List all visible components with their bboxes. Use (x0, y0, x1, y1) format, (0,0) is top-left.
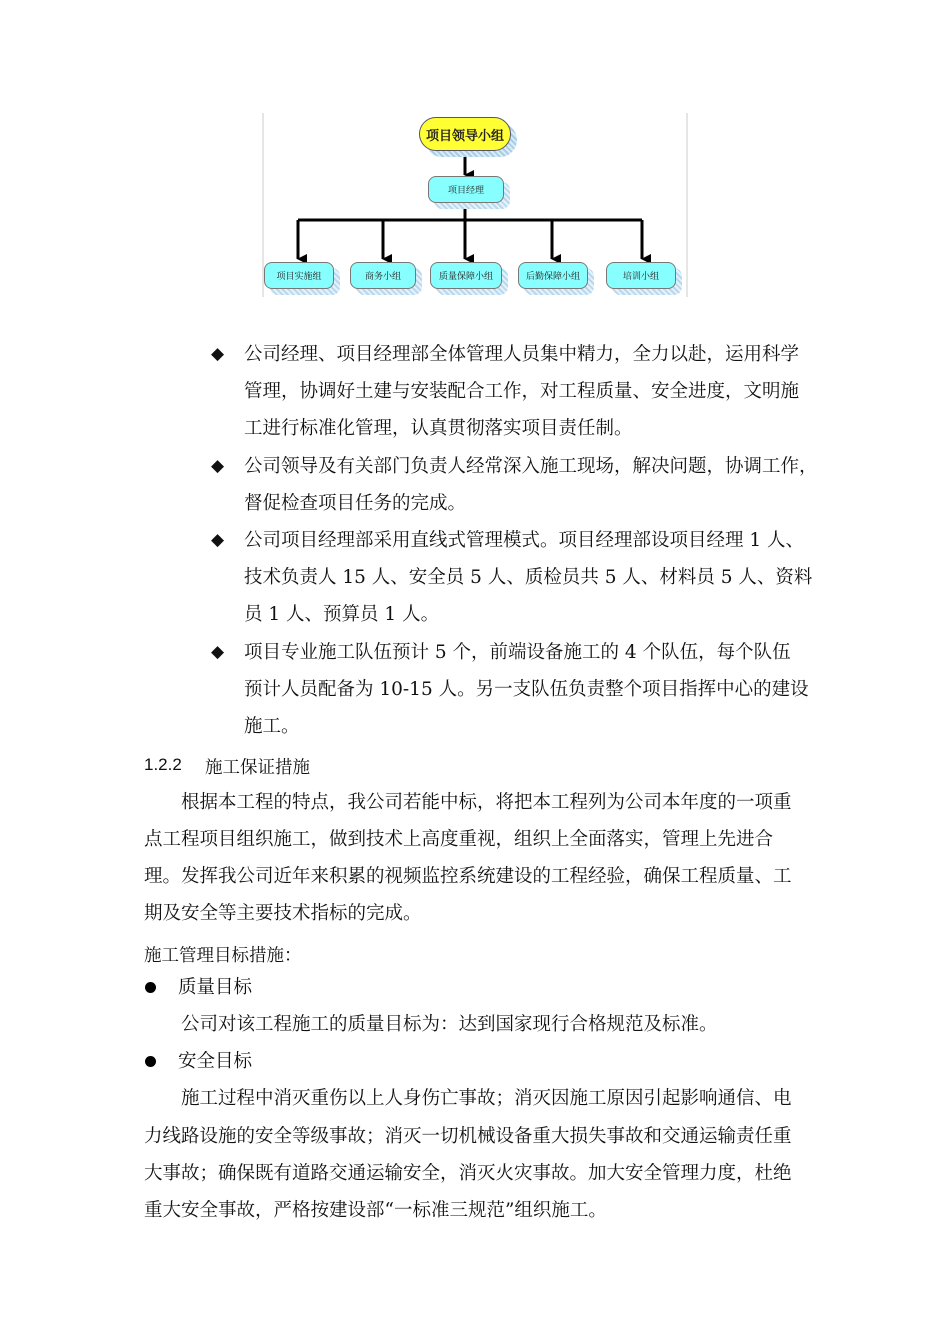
diamond-bullet-icon: ◆ (211, 456, 225, 476)
intro-line-3: 理。发挥我公司近年来积累的视频监控系统建设的工程经验，确保工程质量、工 (144, 866, 792, 887)
targets-heading: 施工管理目标措施： (144, 946, 302, 966)
bullet-2-line-1: 公司领导及有关部门负责人经常深入施工现场，解决问题，协调工作， (244, 456, 818, 477)
quality-label: 质量目标 (178, 977, 253, 998)
safety-label: 安全目标 (178, 1051, 253, 1072)
org-node-logistics-team: 后勤保障小组 (518, 262, 588, 289)
intro-line-4: 期及安全等主要技术指标的完成。 (144, 903, 422, 924)
intro-line-2: 点工程项目组织施工，做到技术上高度重视，组织上全面落实，管理上先进合 (144, 829, 774, 850)
section-number: 1.2.2 (144, 755, 182, 774)
org-node-leadership-group: 项目领导小组 (419, 117, 511, 151)
bullet-4-line-2: 预计人员配备为 10-15 人。另一支队伍负责整个项目指挥中心的建设 (244, 679, 809, 700)
bullet-4-line-3: 施工。 (244, 716, 300, 737)
bullet-dot-icon (145, 982, 156, 993)
org-node-training-team: 培训小组 (606, 262, 676, 289)
bullet-3-line-3: 员 1 人、预算员 1 人。 (244, 604, 440, 625)
bullet-3-line-1: 公司项目经理部采用直线式管理模式。项目经理部设项目经理 1 人、 (244, 530, 805, 551)
diamond-bullet-icon: ◆ (211, 530, 225, 550)
quality-text: 公司对该工程施工的质量目标为：达到国家现行合格规范及标准。 (181, 1014, 718, 1035)
bullet-4-line-1: 项目专业施工队伍预计 5 个，前端设备施工的 4 个队伍，每个队伍 (244, 642, 791, 663)
intro-line-1: 根据本工程的特点，我公司若能中标，将把本工程列为公司本年度的一项重 (181, 792, 792, 813)
bullet-2-line-2: 督促检查项目任务的完成。 (244, 493, 467, 514)
bullet-1-line-3: 工进行标准化管理，认真贯彻落实项目责任制。 (244, 418, 633, 439)
org-node-implementation-team: 项目实施组 (264, 262, 334, 289)
safety-line-2: 力线路设施的安全等级事故；消灭一切机械设备重大损失事故和交通运输责任重 (144, 1126, 792, 1147)
safety-line-3: 大事故；确保既有道路交通运输安全，消灭火灾事故。加大安全管理力度，杜绝 (144, 1163, 792, 1184)
org-chart (262, 113, 688, 297)
bullet-1-line-1: 公司经理、项目经理部全体管理人员集中精力，全力以赴，运用科学 (244, 344, 800, 365)
diamond-bullet-icon: ◆ (211, 642, 225, 662)
bullet-dot-icon (145, 1056, 156, 1067)
bullet-1-line-2: 管理，协调好土建与安装配合工作，对工程质量、安全进度，文明施 (244, 381, 800, 402)
safety-line-1: 施工过程中消灭重伤以上人身伤亡事故；消灭因施工原因引起影响通信、电 (181, 1088, 792, 1109)
org-node-project-manager: 项目经理 (428, 176, 504, 203)
org-node-quality-team: 质量保障小组 (430, 262, 502, 289)
section-title: 施工保证措施 (205, 758, 310, 778)
bullet-3-line-2: 技术负责人 15 人、安全员 5 人、质检员共 5 人、材料员 5 人、资料 (244, 567, 813, 588)
diamond-bullet-icon: ◆ (211, 344, 225, 364)
safety-line-4: 重大安全事故，严格按建设部“一标准三规范”组织施工。 (144, 1200, 607, 1221)
org-node-business-team: 商务小组 (350, 262, 416, 289)
